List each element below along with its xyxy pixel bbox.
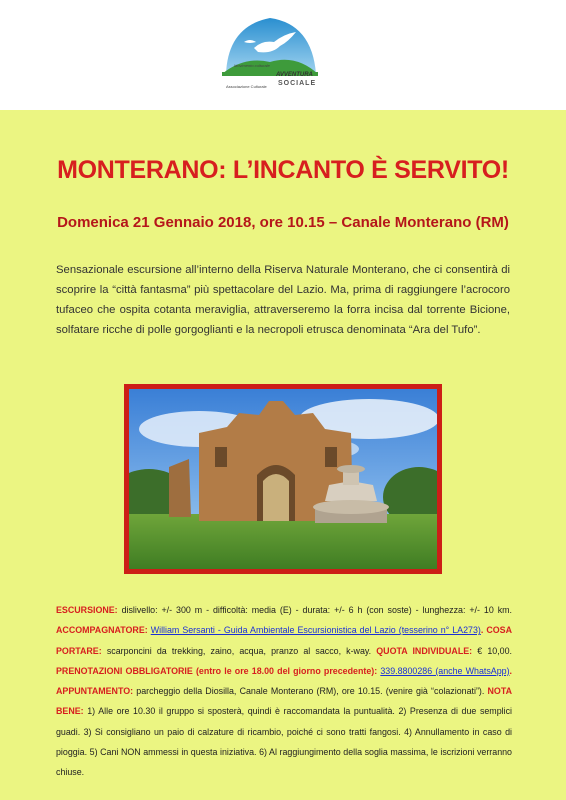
cosa-portare-label-text: COSA PORTARE: [56,625,512,656]
appuntamento-text: parcheggio della Diosilla, Canale Monterano (RM), ore 10.15. (venire già “colazionati”). [133,686,488,697]
prenotazioni-dot: . [509,665,512,676]
prenotazioni-label: PRENOTAZIONI OBBLIGATORIE (entro le ore 18.00 del giorno precedente): [56,665,378,676]
logo-brand-text: AVVENTURA [276,72,313,78]
appuntamento-label: APPUNTAMENTO: [56,686,134,697]
logo-top-text: Movimento culturale [234,63,270,68]
flyer-body [0,110,566,800]
cosa-portare-label: . [480,625,487,636]
event-date-location: Domenica 21 Gennaio 2018, ore 10.15 – Canale Monterano (RM) [57,214,509,231]
intro-paragraph: Sensazionale escursione all’interno della Riserva Naturale Monterano, che ci consentirà di scoprire la “città fantasma” più spettacolare del Lazio. Ma, prima di raggiungere l’acrocoro tufaceo che ospita cotanta meraviglia, attraverseremo la forra incisa dal torrente Bicione, solfatare ricche di polle gorgoglianti e la necropoli etrusca denominata “Ara del Tufo”. [56,264,510,336]
logo-sub-text: Associazione Culturale [226,84,267,89]
phone-link[interactable]: 339.8800286 (anche WhatsApp) [380,665,510,676]
cosa-portare-text: scarponcini da trekking, zaino, acqua, pranzo al sacco, k-way. [101,645,377,656]
monterano-ruins-photo [129,389,437,569]
quota-text: € 10,00. [472,645,512,656]
escursione-label: ESCURSIONE: [56,605,118,615]
guide-link[interactable]: William Sersanti - Guida Ambientale Escursionistica del Lazio (tesserino n° LA273) [150,625,481,636]
nota-bene-text: 1) Alle ore 10.30 il gruppo si sposterà, quindi è raccomandata la puntualità. 2) Presenza di due semplici guadi. 3) Si consigliano un paio di calzature di ricambio, poiché ci sono tratti fangosi. 4) Annullamento in caso di pioggia. 5) Cani NON ammessi in questa iniziativa. 6) Al raggiungimento della soglia massima, le iscrizioni verranno chiuse. [56,706,512,778]
logo-brand2-text: SOCIALE [278,80,317,87]
page-title: MONTERANO: L’INCANTO È SERVITO! [57,156,509,184]
photo-frame [124,384,442,574]
nota-bene-label: NOTA BENE: [56,686,512,717]
page-header [0,0,566,110]
quota-label: QUOTA INDIVIDUALE: [376,645,473,656]
event-details [56,600,512,783]
escursione-text: dislivello: +/- 300 m - difficoltà: media (E) - durata: +/- 6 h (con soste) - lunghezza: +/- 10 km. [117,605,512,615]
accompagnatore-label: ACCOMPAGNATORE: [56,625,148,636]
